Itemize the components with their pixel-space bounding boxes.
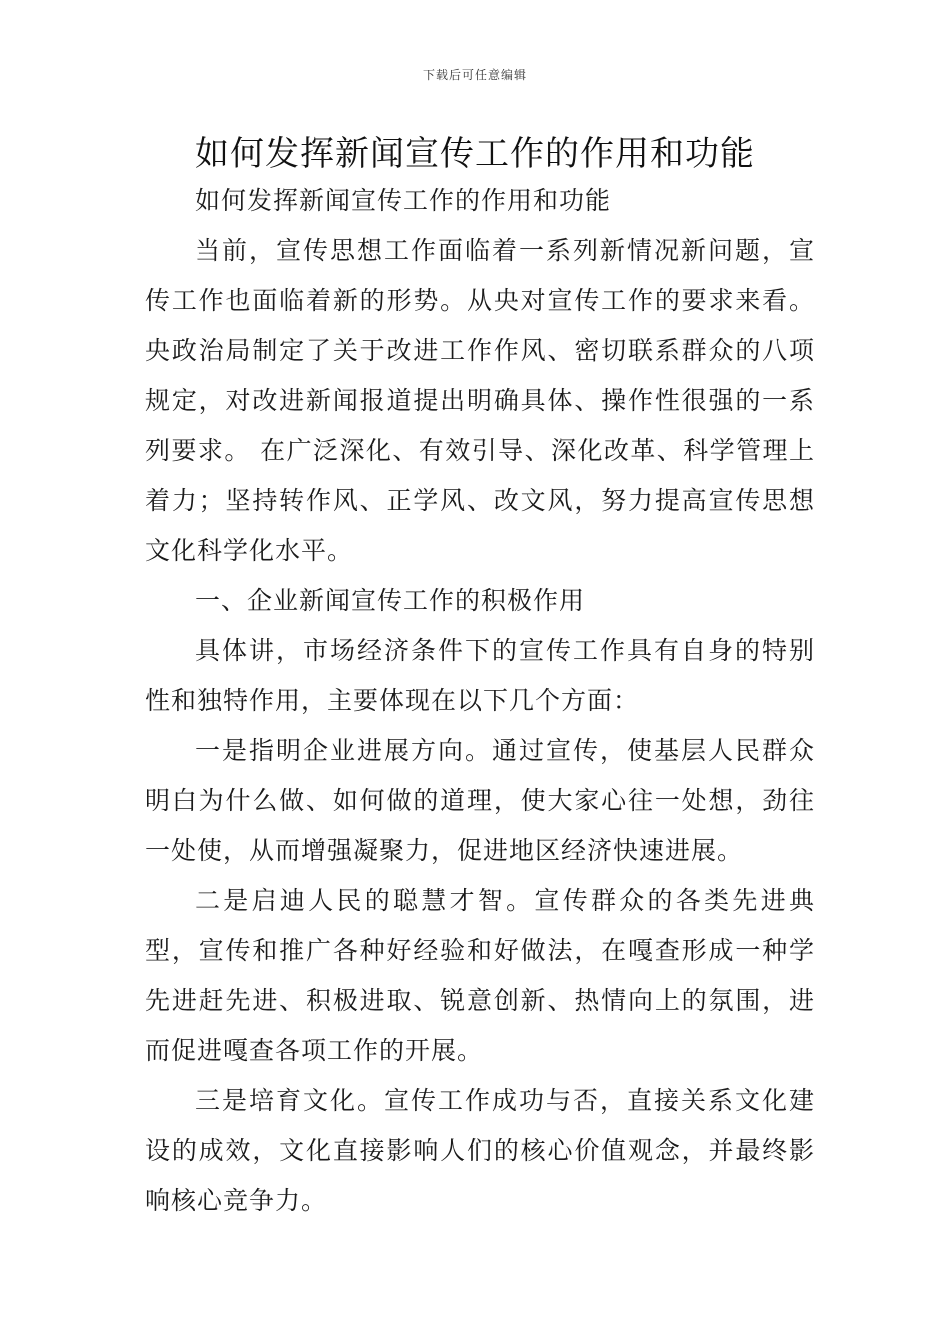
body-paragraph: 具体讲，市场经济条件下的宣传工作具有自身的特别性和独特作用，主要体现在以下几个方面：: [145, 636, 815, 715]
document-body: [145, 176, 815, 1226]
document-title: 如何发挥新闻宣传工作的作用和功能: [195, 134, 755, 174]
section-heading: 一、企业新闻宣传工作的积极作用: [195, 586, 586, 615]
subtitle-paragraph: 如何发挥新闻宣传工作的作用和功能: [195, 186, 612, 215]
header-note: 下载后可任意编辑: [422, 68, 527, 82]
intro-paragraph: 当前，宣传思想工作面临着一系列新情况新问题，宣传工作也面临着新的形势。从央对宣传工作的要求来看。央政治局制定了关于改进工作作风、密切联系群众的八项规定，对改进新闻报道提出明确具体、操作性很强的一系列要求。 在广泛深化、有效引导、深化改革、科学管理上着力；坚持转作风、正学风、改文风，努力提高宣传思想文化科学化水平。: [145, 236, 815, 565]
body-paragraph: 二是启迪人民的聪慧才智。宣传群众的各类先进典型，宣传和推广各种好经验和好做法，在嘎查形成一种学先进赶先进、积极进取、锐意创新、热情向上的氛围，进而促进嘎查各项工作的开展。: [145, 886, 815, 1065]
body-paragraph: 三是培育文化。宣传工作成功与否，直接关系文化建设的成效，文化直接影响人们的核心价值观念，并最终影响核心竞争力。: [145, 1086, 815, 1215]
body-paragraph: 一是指明企业进展方向。通过宣传，使基层人民群众明白为什么做、如何做的道理，使大家心往一处想，劲往一处使，从而增强凝聚力，促进地区经济快速进展。: [145, 736, 815, 865]
